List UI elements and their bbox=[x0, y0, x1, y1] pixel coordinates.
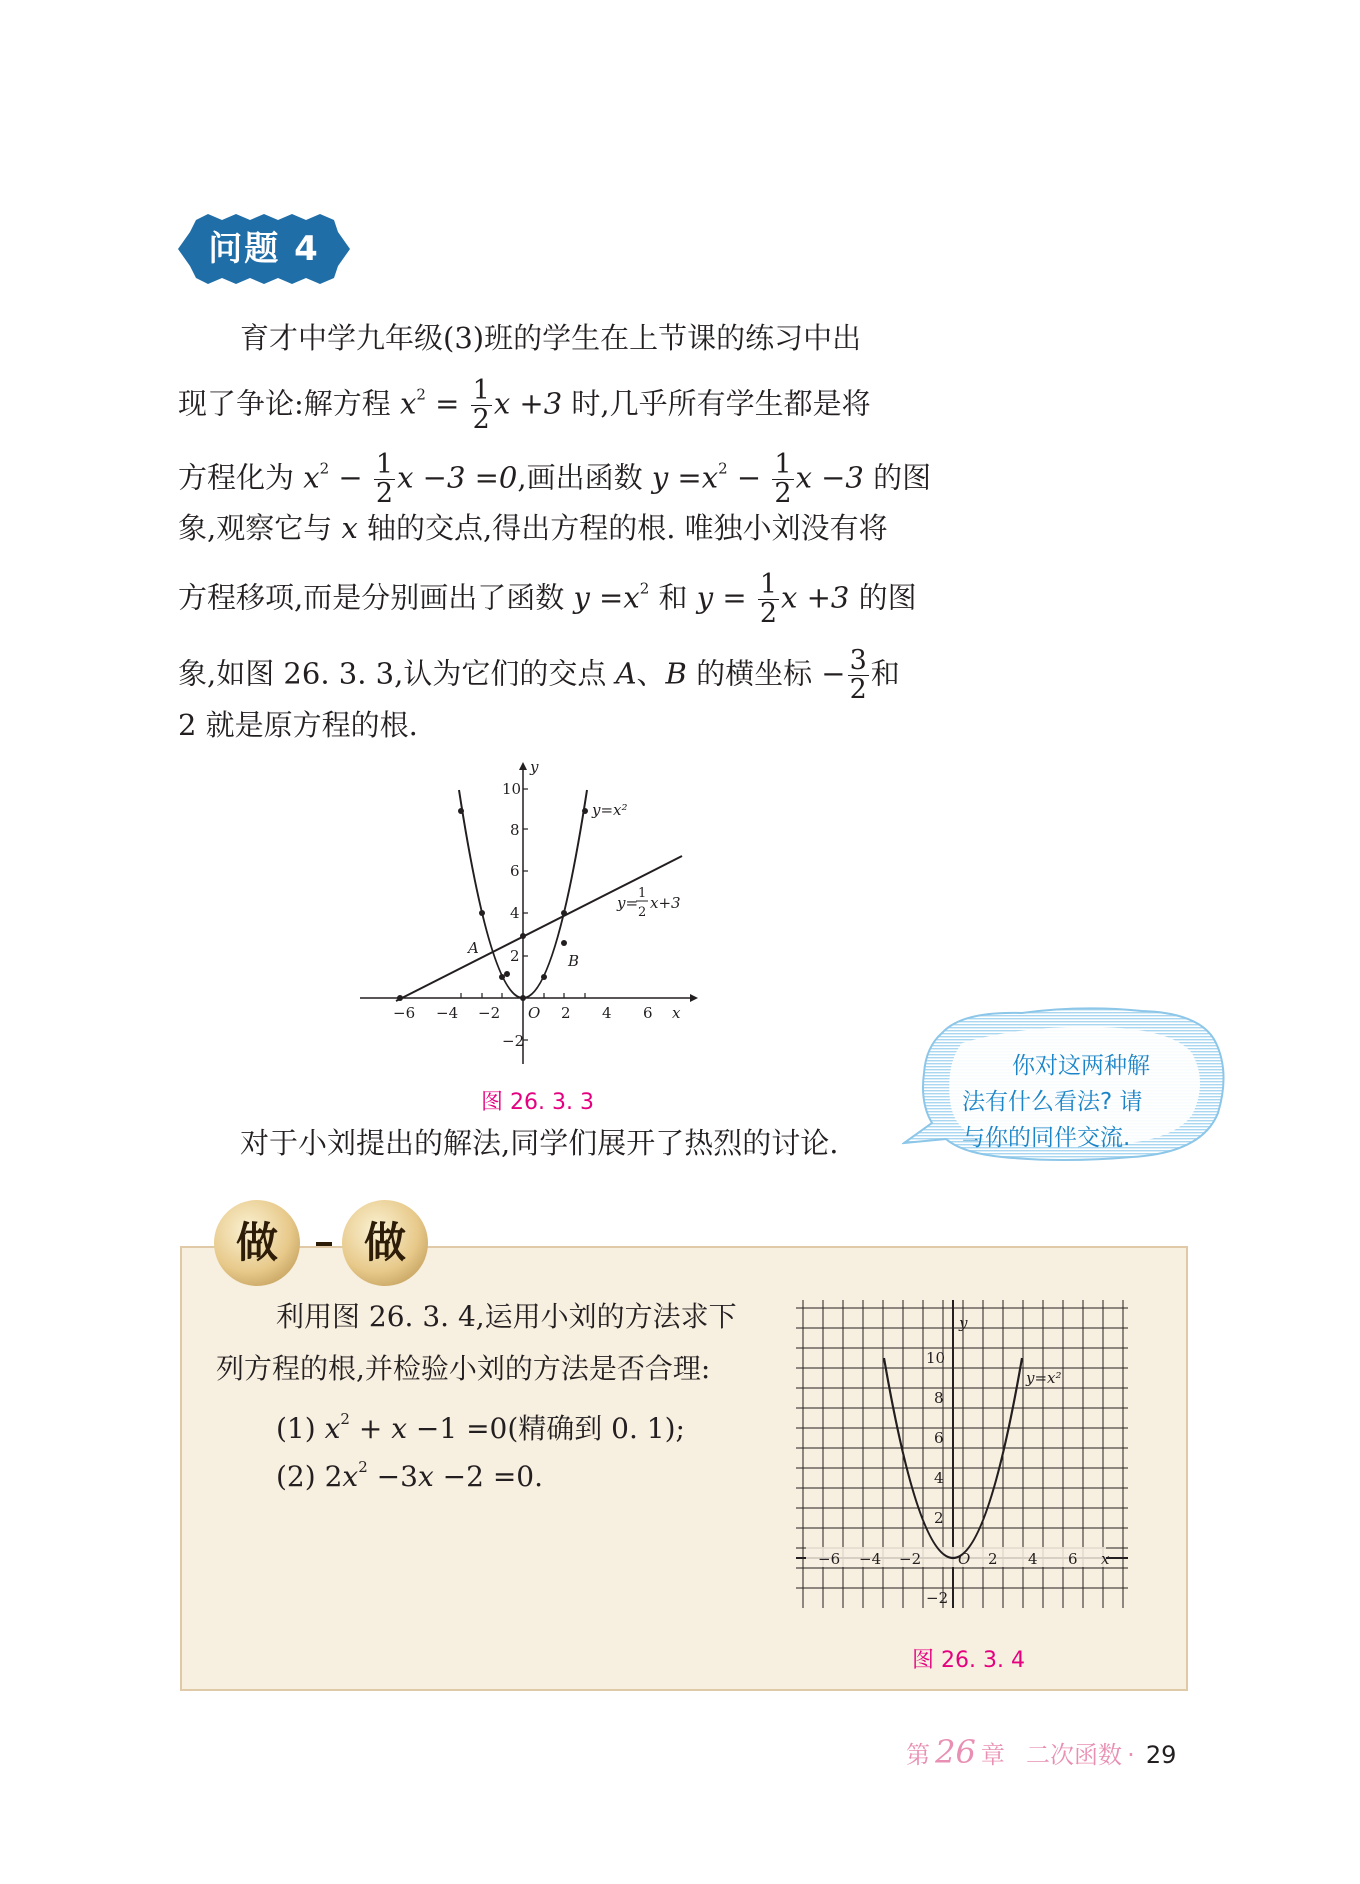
x-tick-label: 2 bbox=[988, 1550, 998, 1568]
y-tick-label: 2 bbox=[510, 947, 520, 965]
figure-26-3-4 bbox=[796, 1300, 1136, 1620]
bubble-line-3: 与你的同伴交流. bbox=[962, 1125, 1131, 1151]
plotted-points bbox=[397, 808, 588, 1001]
line-label-a: y= bbox=[617, 894, 639, 912]
figure-1-caption: 图 26. 3. 3 bbox=[481, 1090, 594, 1115]
y-tick-label: 8 bbox=[934, 1389, 944, 1407]
chapter-prefix: 第 bbox=[906, 1741, 930, 1769]
x-tick-label: 4 bbox=[602, 1004, 612, 1022]
discussion-text: 对于小刘提出的解法,同学们展开了热烈的讨论. bbox=[240, 1126, 839, 1160]
paragraph-line-1: 育才中学九年级(3)班的学生在上节课的练习中出 bbox=[240, 321, 862, 355]
parabola-label: y=x² bbox=[1026, 1369, 1062, 1387]
chapter-title: 二次函数 bbox=[1026, 1741, 1122, 1769]
paragraph-line-4: 象,观察它与 x 轴的交点,得出方程的根. 唯独小刘没有将 bbox=[178, 511, 888, 545]
y-tick-label: −2 bbox=[926, 1589, 949, 1607]
y-arrow-icon bbox=[519, 762, 527, 770]
y-tick-label: −2 bbox=[502, 1032, 525, 1050]
origin-label: O bbox=[958, 1550, 971, 1568]
y-tick-label: 10 bbox=[502, 780, 522, 798]
y-tick-label: 6 bbox=[934, 1429, 944, 1447]
x-axis-label: x bbox=[672, 1004, 681, 1022]
line-label-den: 2 bbox=[638, 905, 647, 920]
point-a-label: A bbox=[468, 939, 479, 957]
paragraph-line-6: 象,如图 26. 3. 3,认为它们的交点 A、B 的横坐标 − $\frac{3}{2}$ 和 bbox=[178, 645, 900, 705]
x-tick-label: 4 bbox=[1028, 1550, 1038, 1568]
x-tick-label: −4 bbox=[436, 1004, 459, 1022]
x-tick-label: −4 bbox=[859, 1550, 882, 1568]
line-label-num: 1 bbox=[638, 886, 647, 901]
chapter-number: 26 bbox=[935, 1733, 976, 1771]
figure-2-caption: 图 26. 3. 4 bbox=[912, 1648, 1025, 1673]
x-arrow-icon bbox=[690, 994, 698, 1002]
y-axis-label: y bbox=[959, 1314, 968, 1332]
fraction: $\frac{1}{2}$ bbox=[774, 449, 792, 509]
x-tick-label: −2 bbox=[899, 1550, 922, 1568]
y-axis-label: y bbox=[530, 758, 539, 776]
problem-badge bbox=[178, 212, 350, 286]
paragraph-line-5: 方程移项,而是分别画出了函数 $y =x^2$ 和 y = $\frac{1}{2}$ x +3 的图 bbox=[178, 569, 917, 629]
line-label-b: x+3 bbox=[650, 894, 681, 912]
y-tick-label: 8 bbox=[510, 821, 520, 839]
chapter-suffix: 章 bbox=[980, 1741, 1005, 1769]
y-tick-label: 4 bbox=[934, 1469, 944, 1487]
fraction: $\frac{1}{2}$ bbox=[375, 449, 394, 509]
activity-title-dash bbox=[316, 1242, 332, 1246]
x-tick-label: −6 bbox=[393, 1004, 416, 1022]
x-tick-label: −2 bbox=[478, 1004, 501, 1022]
fraction: $\frac{1}{2}$ bbox=[472, 375, 490, 435]
paragraph-line-3: 方程化为 $x^2$ − $\frac{1}{2}$ x −3 =0,画出函数 $y =x^2$ − $\frac{1}{2}$ x −3 的图 bbox=[178, 449, 932, 509]
y-tick-label: 6 bbox=[510, 862, 520, 880]
bubble-line-1: 你对这两种解 bbox=[1012, 1053, 1150, 1079]
page-number: 29 bbox=[1145, 1741, 1177, 1769]
activity-item-1: (1) $x^2 + x -1 =0$(精确到 0. 1); bbox=[276, 1410, 685, 1445]
chapter-footer bbox=[906, 1733, 1176, 1771]
problem-badge-label: 问题 4 bbox=[208, 229, 320, 269]
point-b-label: B bbox=[568, 952, 580, 970]
bubble-line-2: 法有什么看法? 请 bbox=[962, 1089, 1143, 1115]
y-tick-label: 4 bbox=[510, 904, 520, 922]
activity-title-char-1: 做 bbox=[214, 1200, 300, 1286]
footer-dot: · bbox=[1127, 1741, 1135, 1769]
activity-line-1: 利用图 26. 3. 4,运用小刘的方法求下 bbox=[276, 1300, 737, 1333]
y-tick-label: 2 bbox=[934, 1509, 944, 1527]
activity-line-2: 列方程的根,并检验小刘的方法是否合理: bbox=[216, 1352, 711, 1385]
origin-label: O bbox=[528, 1004, 541, 1022]
activity-title-char-2: 做 bbox=[342, 1200, 428, 1286]
activity-item-2: (2) $2x^2 -3x -2 =0$. bbox=[276, 1458, 543, 1493]
paragraph-line-2: 现了争论:解方程 $x^2$ = $\frac{1}{2}$ x +3 时,几乎所有学生都是将 bbox=[178, 375, 871, 435]
x-tick-label: −6 bbox=[818, 1550, 841, 1568]
y-tick-label: 10 bbox=[926, 1349, 946, 1367]
figure-26-3-3 bbox=[352, 752, 712, 1072]
x-tick-label: 2 bbox=[561, 1004, 571, 1022]
paragraph-line-7: 2 就是原方程的根. bbox=[178, 708, 418, 742]
thought-bubble bbox=[902, 1003, 1232, 1168]
x-tick-label: 6 bbox=[643, 1004, 653, 1022]
parabola-label: y=x² bbox=[592, 801, 628, 819]
line-curve bbox=[396, 856, 682, 1001]
x-axis-label: x bbox=[1101, 1550, 1110, 1568]
x-tick-label: 6 bbox=[1068, 1550, 1078, 1568]
fraction: $\frac{3}{2}$ bbox=[849, 645, 867, 705]
fraction: $\frac{1}{2}$ bbox=[759, 569, 778, 629]
